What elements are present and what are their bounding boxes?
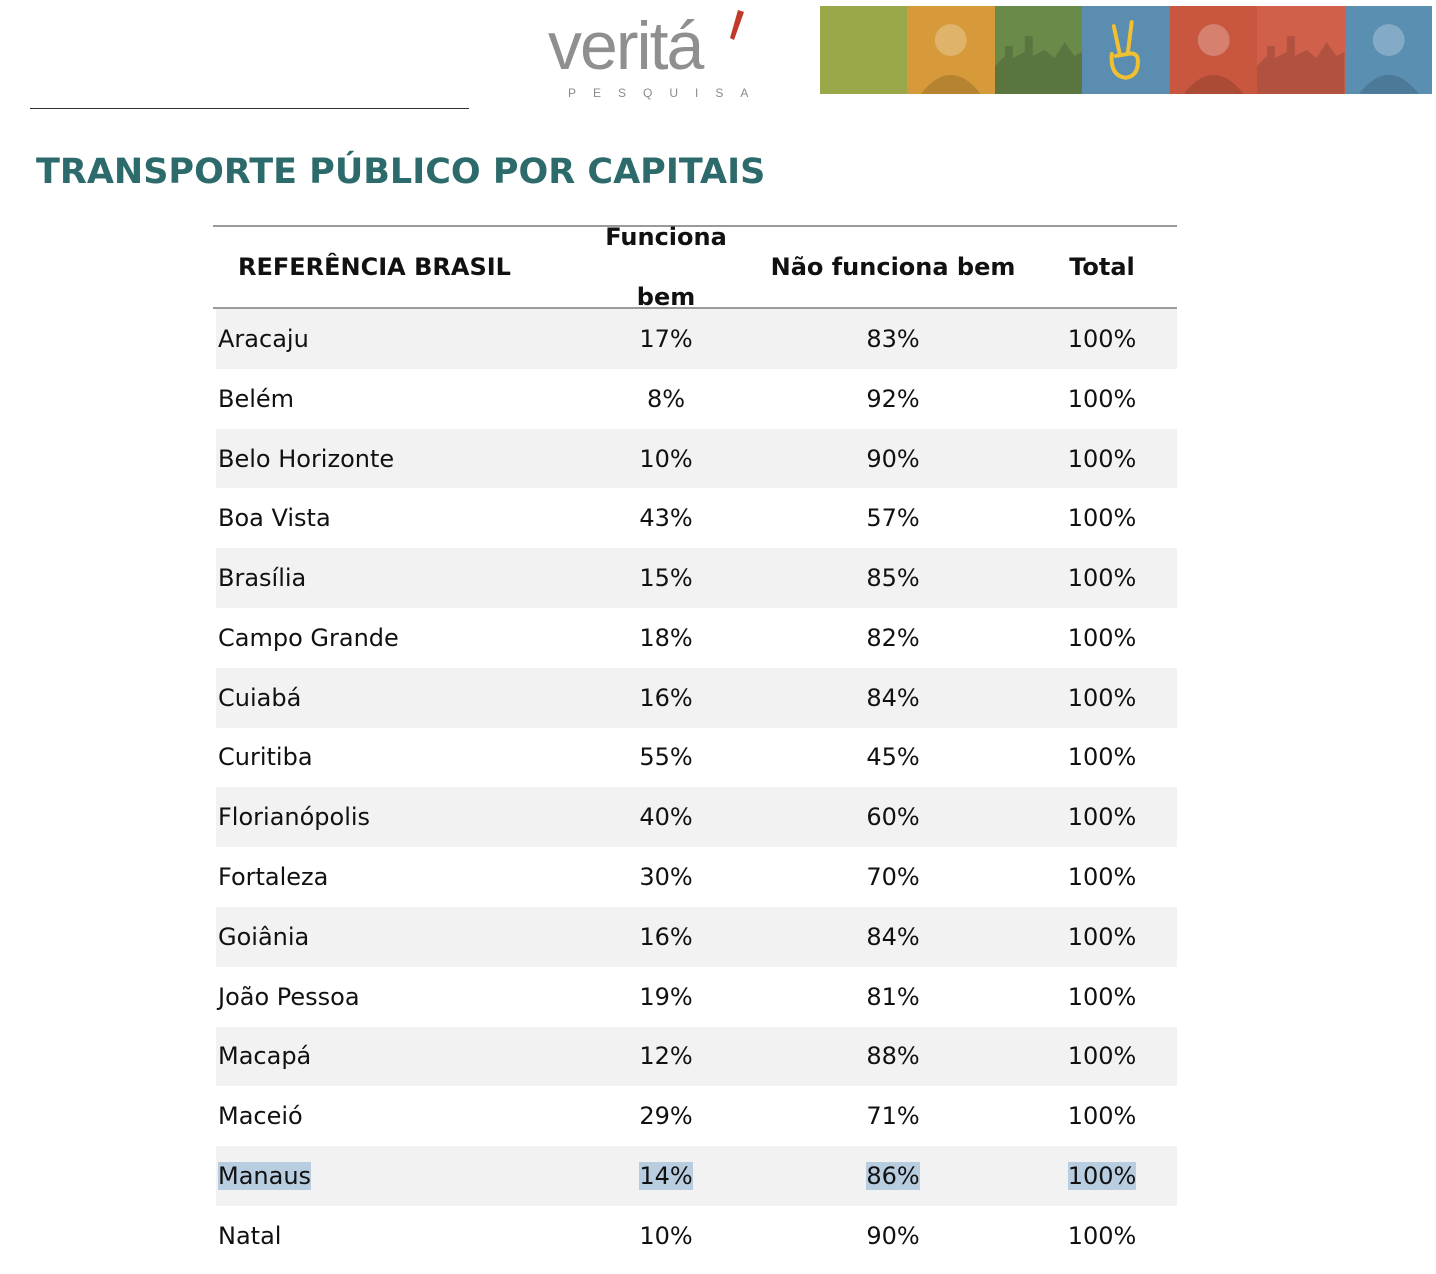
- total-cell-text: 100%: [1067, 982, 1137, 1011]
- table-body: [213, 309, 1177, 1266]
- city-cell-text: Curitiba: [218, 743, 313, 772]
- total-cell: [1027, 907, 1177, 967]
- city-cell-text: Belém: [218, 384, 295, 413]
- table-row: [216, 847, 1177, 907]
- total-cell-text: 100%: [1067, 922, 1137, 951]
- banner-tile: [1345, 6, 1432, 94]
- works-well-cell-text: 40%: [639, 803, 693, 832]
- works-well-cell: [573, 668, 759, 728]
- person-photo-icon: [907, 6, 994, 94]
- header-reference: REFERÊNCIA BRASIL: [238, 253, 511, 281]
- works-well-cell-text: 16%: [639, 922, 693, 951]
- does-not-work-cell-text: 86%: [866, 1162, 920, 1191]
- does-not-work-cell-text: 85%: [866, 564, 920, 593]
- total-cell: [1027, 608, 1177, 668]
- table-row: [216, 1206, 1177, 1266]
- works-well-cell-text: 15%: [639, 564, 693, 593]
- works-well-cell: [573, 369, 759, 429]
- total-cell: [1027, 727, 1177, 787]
- works-well-cell-text: 19%: [639, 982, 693, 1011]
- city-cell-text: Aracaju: [218, 324, 309, 353]
- works-well-cell: [573, 1146, 759, 1206]
- city-cell: [216, 1146, 573, 1206]
- works-well-cell-text: 10%: [639, 1221, 693, 1250]
- header-works-well: Funciona bem: [605, 223, 727, 311]
- banner-tile: [1170, 6, 1257, 94]
- does-not-work-cell-text: 90%: [866, 1221, 920, 1250]
- does-not-work-cell-text: 60%: [866, 803, 920, 832]
- city-cell-text: Maceió: [218, 1102, 303, 1131]
- table-row: [216, 309, 1177, 369]
- table-row: [216, 728, 1177, 788]
- does-not-work-cell: [759, 369, 1027, 429]
- city-cell: [216, 1206, 573, 1266]
- city-cell-text: Manaus: [218, 1162, 312, 1191]
- works-well-cell-text: 17%: [639, 324, 693, 353]
- city-cell: [216, 727, 573, 787]
- total-cell-text: 100%: [1067, 1102, 1137, 1131]
- table-row: [216, 548, 1177, 608]
- total-cell: [1027, 668, 1177, 728]
- peace-hand-icon: [1082, 6, 1169, 94]
- does-not-work-cell: [759, 1206, 1027, 1266]
- total-cell-text: 100%: [1067, 564, 1137, 593]
- does-not-work-cell: [759, 787, 1027, 847]
- banner-tile: [820, 6, 907, 94]
- does-not-work-cell: [759, 967, 1027, 1027]
- total-cell: [1027, 967, 1177, 1027]
- works-well-cell-text: 16%: [639, 683, 693, 712]
- total-cell: [1027, 847, 1177, 907]
- works-well-cell-text: 30%: [639, 863, 693, 892]
- does-not-work-cell-text: 81%: [866, 982, 920, 1011]
- does-not-work-cell: [759, 429, 1027, 489]
- total-cell-text: 100%: [1067, 863, 1137, 892]
- works-well-cell-text: 10%: [639, 444, 693, 473]
- works-well-cell-text: 8%: [646, 384, 686, 413]
- does-not-work-cell: [759, 727, 1027, 787]
- city-cell: [216, 488, 573, 548]
- does-not-work-cell-text: 88%: [866, 1042, 920, 1071]
- city-cell: [216, 309, 573, 369]
- works-well-cell-text: 12%: [639, 1042, 693, 1071]
- does-not-work-cell: [759, 907, 1027, 967]
- does-not-work-cell-text: 84%: [866, 683, 920, 712]
- table-row: [216, 369, 1177, 429]
- total-cell-text: 100%: [1067, 743, 1137, 772]
- banner-tile: [1257, 6, 1344, 94]
- does-not-work-cell: [759, 548, 1027, 608]
- table-row: [216, 1146, 1177, 1206]
- logo-tagline: PESQUISA: [568, 86, 766, 100]
- works-well-cell: [573, 488, 759, 548]
- total-cell-text: 100%: [1067, 1162, 1137, 1191]
- banner-tile: [1082, 6, 1169, 94]
- works-well-cell: [573, 548, 759, 608]
- does-not-work-cell-text: 45%: [866, 743, 920, 772]
- does-not-work-cell: [759, 608, 1027, 668]
- banner-tile: [995, 6, 1082, 94]
- table-row: [216, 488, 1177, 548]
- person-photo-icon: [1170, 6, 1257, 94]
- city-cell-text: Cuiabá: [218, 683, 302, 712]
- does-not-work-cell-text: 71%: [866, 1102, 920, 1131]
- city-cell-text: Belo Horizonte: [218, 444, 395, 473]
- table-row: [216, 967, 1177, 1027]
- results-table: [213, 225, 1177, 1266]
- does-not-work-cell-text: 70%: [866, 863, 920, 892]
- does-not-work-cell-text: 90%: [866, 444, 920, 473]
- city-cell: [216, 907, 573, 967]
- city-cell: [216, 967, 573, 1027]
- header-does-not-work: Não funciona bem: [770, 253, 1016, 281]
- total-cell-text: 100%: [1067, 1221, 1137, 1250]
- total-cell-text: 100%: [1067, 384, 1137, 413]
- works-well-cell: [573, 309, 759, 369]
- city-cell: [216, 1026, 573, 1086]
- works-well-cell: [573, 907, 759, 967]
- works-well-cell: [573, 1086, 759, 1146]
- banner-tile: [907, 6, 994, 94]
- table-row: [216, 1027, 1177, 1087]
- city-photo-icon: [1257, 6, 1344, 94]
- total-cell: [1027, 548, 1177, 608]
- total-cell: [1027, 429, 1177, 489]
- total-cell-text: 100%: [1067, 1042, 1137, 1071]
- total-cell: [1027, 1026, 1177, 1086]
- works-well-cell: [573, 429, 759, 489]
- works-well-cell-text: 14%: [639, 1162, 693, 1191]
- total-cell: [1027, 1206, 1177, 1266]
- does-not-work-cell: [759, 1086, 1027, 1146]
- total-cell: [1027, 1146, 1177, 1206]
- total-cell-text: 100%: [1067, 444, 1137, 473]
- total-cell: [1027, 369, 1177, 429]
- city-cell-text: João Pessoa: [218, 982, 360, 1011]
- page-title: TRANSPORTE PÚBLICO POR CAPITAIS: [36, 152, 766, 192]
- verita-logo: [548, 6, 766, 102]
- works-well-cell: [573, 787, 759, 847]
- city-cell: [216, 668, 573, 728]
- table-row: [216, 429, 1177, 489]
- table-row: [216, 787, 1177, 847]
- does-not-work-cell: [759, 847, 1027, 907]
- works-well-cell: [573, 727, 759, 787]
- total-cell-text: 100%: [1067, 683, 1137, 712]
- city-cell: [216, 548, 573, 608]
- does-not-work-cell: [759, 488, 1027, 548]
- works-well-cell: [573, 608, 759, 668]
- works-well-cell-text: 43%: [639, 504, 693, 533]
- does-not-work-cell-text: 57%: [866, 504, 920, 533]
- city-cell-text: Campo Grande: [218, 623, 399, 652]
- city-cell: [216, 369, 573, 429]
- city-cell: [216, 787, 573, 847]
- city-cell: [216, 1086, 573, 1146]
- header-total: Total: [1069, 253, 1135, 281]
- does-not-work-cell: [759, 1026, 1027, 1086]
- table-row: [216, 907, 1177, 967]
- total-cell-text: 100%: [1067, 803, 1137, 832]
- logo-wordmark: veritá: [548, 8, 703, 84]
- does-not-work-cell-text: 82%: [866, 623, 920, 652]
- table-row: [216, 668, 1177, 728]
- does-not-work-cell-text: 83%: [866, 324, 920, 353]
- total-cell: [1027, 1086, 1177, 1146]
- city-cell-text: Goiânia: [218, 922, 310, 951]
- works-well-cell-text: 55%: [639, 743, 693, 772]
- person-photo-icon: [1345, 6, 1432, 94]
- header-divider: [30, 108, 469, 109]
- table-header: [213, 223, 1177, 311]
- works-well-cell: [573, 1026, 759, 1086]
- city-cell: [216, 847, 573, 907]
- photo-banner: [820, 6, 1432, 94]
- works-well-cell-text: 18%: [639, 623, 693, 652]
- city-cell: [216, 429, 573, 489]
- works-well-cell: [573, 1206, 759, 1266]
- does-not-work-cell: [759, 309, 1027, 369]
- table-row: [216, 608, 1177, 668]
- total-cell: [1027, 488, 1177, 548]
- works-well-cell-text: 29%: [639, 1102, 693, 1131]
- does-not-work-cell: [759, 1146, 1027, 1206]
- city-cell: [216, 608, 573, 668]
- city-cell-text: Brasília: [218, 564, 307, 593]
- does-not-work-cell: [759, 668, 1027, 728]
- table-row: [216, 1086, 1177, 1146]
- does-not-work-cell-text: 92%: [866, 384, 920, 413]
- total-cell-text: 100%: [1067, 324, 1137, 353]
- total-cell: [1027, 787, 1177, 847]
- works-well-cell: [573, 847, 759, 907]
- city-cell-text: Boa Vista: [218, 504, 331, 533]
- city-cell-text: Macapá: [218, 1042, 312, 1071]
- total-cell-text: 100%: [1067, 504, 1137, 533]
- city-photo-icon: [995, 6, 1082, 94]
- total-cell: [1027, 309, 1177, 369]
- city-cell-text: Florianópolis: [218, 803, 371, 832]
- does-not-work-cell-text: 84%: [866, 922, 920, 951]
- city-cell-text: Fortaleza: [218, 863, 329, 892]
- total-cell-text: 100%: [1067, 623, 1137, 652]
- works-well-cell: [573, 967, 759, 1027]
- logo-accent-mark: [726, 10, 744, 40]
- city-cell-text: Natal: [218, 1221, 282, 1250]
